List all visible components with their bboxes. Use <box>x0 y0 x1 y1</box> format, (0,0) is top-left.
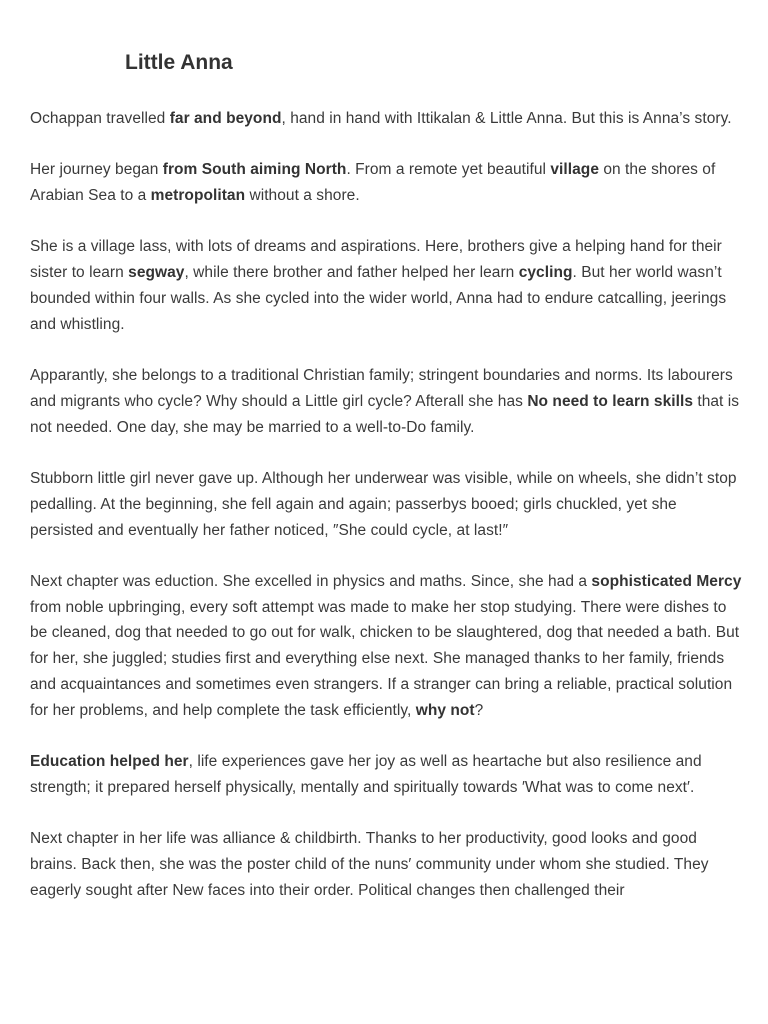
text-run: from noble upbringing, every soft attempt was made to make her stop studying. There were dishes to be cleaned, dog that needed to go out for walk, chicken to be slaughtered, dog that needed a bath. But for her, she juggled; studies first and everything else next. She managed thanks to her family, friends and acquaintances and sometimes even strangers. If a stranger can bring a reliable, practical solution for her problems, and help complete the task efficiently, <box>30 598 740 719</box>
bold-text: from South aiming North <box>162 161 347 179</box>
bold-text: No need to learn skills <box>527 392 693 410</box>
text-run: Apparantly, she belongs to a traditional Christian family; stringent boundaries and norms. Its labourers and migrants who cycle? Why should a Little girl cycle? Afterall she has <box>30 367 733 410</box>
text-run: Stubborn little girl never gave up. Although her underwear was visible, while on wheels, she didn’t stop pedalling. At the beginning, she fell again and again; passerbys booed; girls chuckled, yet she persisted and eventually her father noticed, ″She could cycle, at last!″ <box>30 469 737 539</box>
paragraph <box>30 466 742 543</box>
text-run: . From a remote yet beautiful <box>346 161 551 179</box>
text-run: Next chapter was eduction. She excelled in physics and maths. Since, she had a <box>30 572 592 590</box>
paragraph <box>30 234 742 337</box>
page-title: Little Anna <box>125 51 233 74</box>
text-run: without a shore. <box>245 187 360 205</box>
text-run: Next chapter in her life was alliance & childbirth. Thanks to her productivity, good looks and good brains. Back then, she was the poster child of the nuns′ community under whom she studied. They eagerly sought after New faces into their order. Political changes then challenged their <box>30 830 709 899</box>
paragraph <box>30 363 742 440</box>
text-run: ? <box>474 701 484 719</box>
bold-text: far and beyond <box>169 110 282 127</box>
bold-text: village <box>550 161 599 179</box>
text-run: Ochappan travelled <box>30 110 170 127</box>
text-run: , hand in hand with Ittikalan & Little Anna. But this is Anna’s story. <box>281 110 732 127</box>
text-run: . But her world wasn’t bounded within four walls. As she cycled into the wider world, Anna had to endure catcalling, jeerings and whistling. <box>30 264 727 333</box>
paragraph <box>30 826 742 903</box>
text-run: She is a village lass, with lots of dreams and aspirations. Here, brothers give a helping hand for their sister to learn <box>30 238 722 282</box>
bold-text: cycling <box>518 264 573 282</box>
text-run: that is not needed. One day, she may be married to a well-to-Do family. <box>30 392 740 436</box>
article-body <box>30 106 742 929</box>
bold-text: segway <box>128 264 185 282</box>
text-run: , while there brother and father helped her learn <box>184 264 519 282</box>
paragraph <box>30 749 742 801</box>
paragraph <box>30 106 742 132</box>
text-run: Her journey began <box>30 161 163 179</box>
bold-text: why not <box>415 701 475 719</box>
bold-text: metropolitan <box>150 187 246 205</box>
bold-text: Education helped her <box>30 753 189 771</box>
paragraph <box>30 569 742 724</box>
paragraph <box>30 157 742 209</box>
text-run: on the shores of Arabian Sea to a <box>30 161 716 205</box>
text-run: , life experiences gave her joy as well as heartache but also resilience and strength; it prepared herself physically, mentally and spiritually towards ′What was to come next′. <box>30 753 702 796</box>
bold-text: sophisticated Mercy <box>591 572 742 590</box>
